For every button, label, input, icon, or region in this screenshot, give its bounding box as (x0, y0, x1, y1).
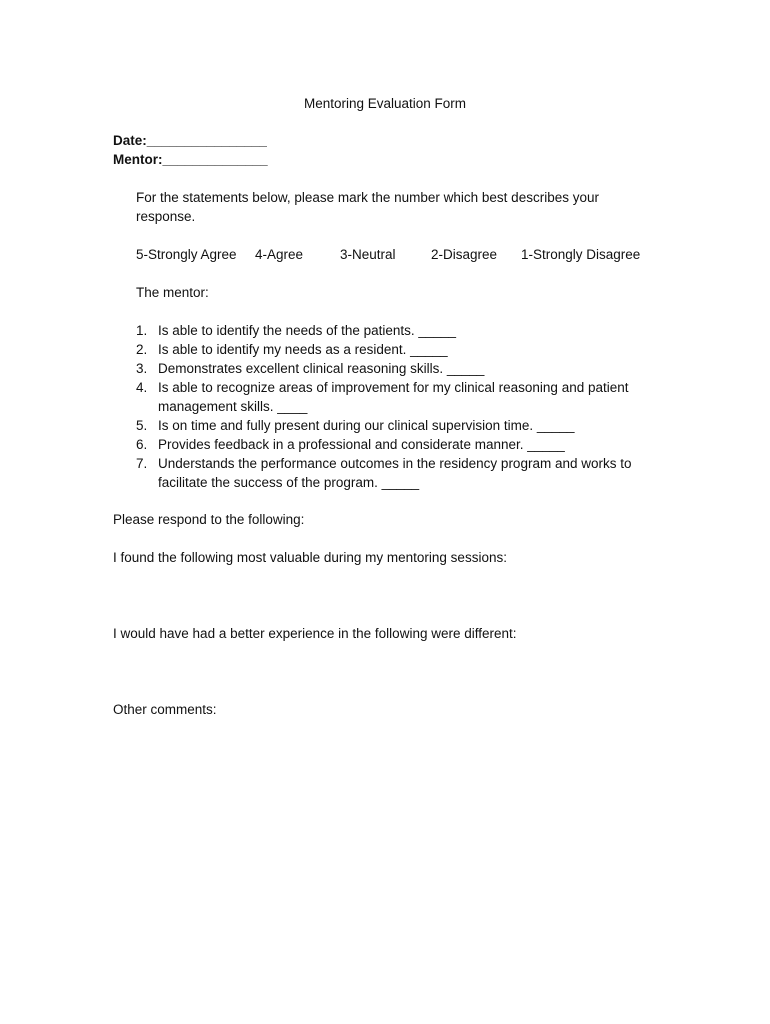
question-other-comments: Other comments: (113, 702, 217, 717)
statement-number: 7. (136, 456, 148, 471)
statement-text: Is on time and fully present during our clinical supervision time. _____ (158, 418, 575, 433)
statement-number: 6. (136, 437, 148, 452)
statement-text: Is able to identify my needs as a resident. _____ (158, 342, 448, 357)
statement-number: 4. (136, 380, 148, 395)
statement-text: Demonstrates excellent clinical reasoning skills. _____ (158, 361, 485, 376)
statement-list (136, 321, 656, 492)
scale-option-3: 3-Neutral (340, 247, 396, 262)
scale-option-2: 2-Disagree (431, 247, 498, 262)
question-better-experience: I would have had a better experience in the following were different: (113, 626, 517, 641)
page-title: Mentoring Evaluation Form (303, 96, 467, 111)
statement-item (136, 340, 656, 359)
statement-item (136, 378, 656, 416)
scale-option-1: 1-Strongly Disagree (521, 247, 641, 262)
statement-number: 5. (136, 418, 148, 433)
statement-text: Provides feedback in a professional and considerate manner. _____ (158, 437, 565, 452)
statement-item (136, 454, 656, 492)
scale-option-5: 5-Strongly Agree (136, 247, 237, 262)
respond-prompt: Please respond to the following: (113, 512, 305, 527)
statement-item (136, 359, 656, 378)
statement-number: 1. (136, 323, 148, 338)
question-most-valuable: I found the following most valuable during my mentoring sessions: (113, 550, 507, 565)
statement-item (136, 321, 656, 340)
mentor-field-label: Mentor:______________ (113, 152, 268, 167)
statement-text: Is able to recognize areas of improvement for my clinical reasoning and patient management skills. ____ (158, 380, 629, 414)
statement-item (136, 435, 656, 454)
statement-text: Understands the performance outcomes in the residency program and works to facilitate the success of the program. _____ (158, 456, 632, 490)
statement-item (136, 416, 656, 435)
statement-number: 2. (136, 342, 148, 357)
statement-number: 3. (136, 361, 148, 376)
instructions-text-line-2: response. (136, 209, 196, 224)
date-field-label: Date:________________ (113, 133, 267, 148)
instructions-text-line-1: For the statements below, please mark the number which best describes your (136, 190, 599, 205)
scale-option-4: 4-Agree (255, 247, 304, 262)
statement-text: Is able to identify the needs of the patients. _____ (158, 323, 456, 338)
mentor-intro: The mentor: (136, 285, 209, 300)
